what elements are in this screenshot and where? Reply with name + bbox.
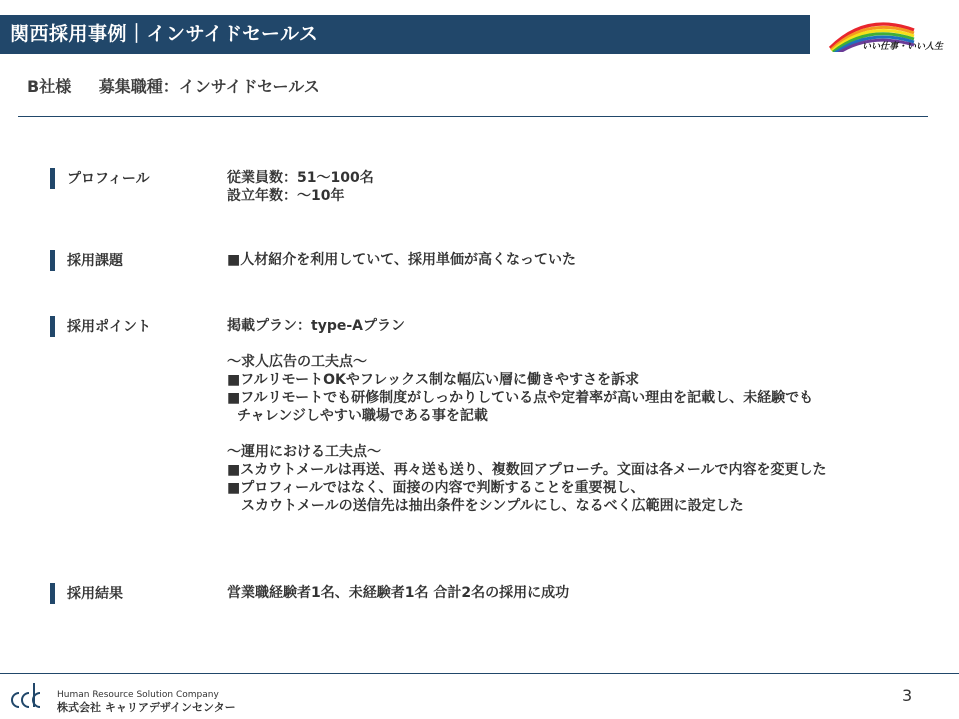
section-label-result: 採用結果: [50, 584, 237, 604]
section-label-points: 採用ポイント: [50, 317, 237, 337]
job-position: 募集職種：インサイドセールス: [98, 77, 320, 96]
cdc-logo-icon: [6, 681, 46, 715]
page-number: 3: [902, 686, 913, 705]
points-ad-2: ■フルリモートでも研修制度がしっかりしている点や定着率が高い理由を記載し、未経験でも: [227, 390, 814, 406]
company-name: B社様: [27, 77, 72, 96]
points-ad-2b: チャレンジしやすい職場である事を記載: [237, 408, 488, 424]
points-ops-heading: ～運用における工夫点～: [227, 444, 381, 460]
section-content-points: [227, 317, 927, 515]
points-ad-1: ■フルリモートOKやフレックス制な幅広い層に働きやすさを訴求: [227, 372, 640, 388]
logo-tagline: いい仕事・いい人生: [862, 42, 944, 52]
points-plan: 掲載プラン：type-Aプラン: [227, 318, 405, 334]
points-ops-1: ■スカウトメールは再送、再々送も送り、複数回アプローチ。文面は各メールで内容を変更した: [227, 462, 827, 478]
profile-founded: 設立年数：～10年: [227, 188, 345, 204]
subtitle: [27, 74, 320, 97]
company-name-en: Human Resource Solution Company: [57, 690, 219, 700]
section-label-issue: 採用課題: [50, 251, 237, 271]
company-name-jp: 株式会社 キャリアデザインセンター: [57, 701, 236, 714]
points-ad-heading: ～求人広告の工夫点～: [227, 354, 367, 370]
result-text: 営業職経験者1名、未経験者1名 合計2名の採用に成功: [227, 585, 570, 601]
page-title-bar: [0, 15, 810, 54]
section-content-profile: [227, 169, 927, 205]
cdc-logo: [6, 681, 46, 715]
profile-employees: 従業員数：51～100名: [227, 170, 374, 186]
header-divider: [18, 116, 928, 117]
rainbow-logo: [826, 18, 950, 54]
section-label-profile: プロフィール: [50, 169, 237, 189]
section-content-result: [227, 584, 927, 602]
points-ops-2: ■プロフィールではなく、面接の内容で判断することを重要視し、: [227, 480, 645, 496]
footer-divider: [0, 673, 959, 674]
footer-company: [57, 690, 236, 714]
page-title: 関西採用事例｜インサイドセールス: [10, 23, 319, 45]
points-ops-2b: スカウトメールの送信先は抽出条件をシンプルにし、なるべく広範囲に設定した: [241, 498, 744, 514]
issue-text: ■人材紹介を利用していて、採用単価が高くなっていた: [227, 252, 576, 268]
section-content-issue: [227, 251, 927, 269]
